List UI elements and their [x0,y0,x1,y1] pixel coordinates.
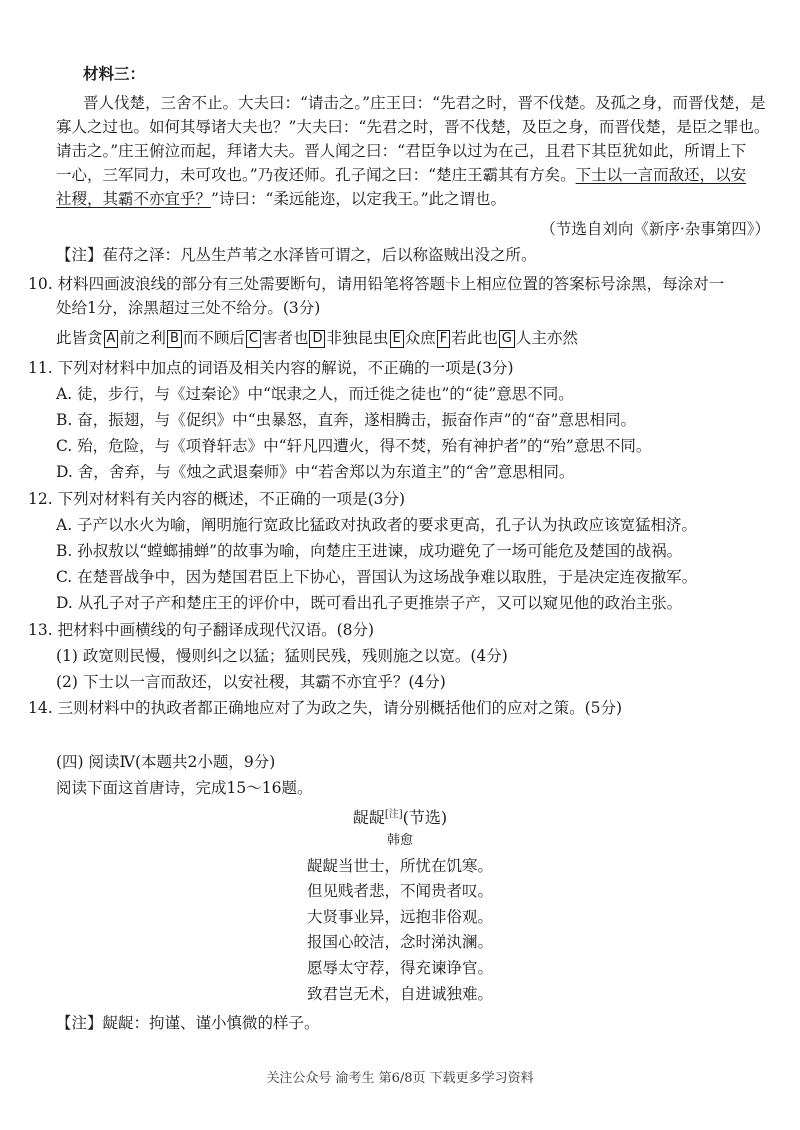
q10-segment: 众庶 [404,329,436,347]
q10-stem-line2: 处给1分，涂黑超过三处不给分。(3分) [56,299,321,317]
poem-line: 大贤事业异，远抱非俗观。 [306,908,493,926]
q12-option-d: D. 从孔子对子产和楚庄王的评价中，既可看出孔子更推崇子产，又可以窥见他的政治主张。 [56,594,683,612]
poem-line: 报国心皎洁，念时涕汍澜。 [306,933,493,951]
q10-segment: 人主亦然 [515,329,578,347]
poem-line: 致君岂无术，自进诚独难。 [306,985,493,1003]
poem-note: 【注】龊龊：拘谨、谨小慎微的样子。 [56,1014,320,1032]
q10-stem-line1: 10. 材料四画波浪线的部分有三处需要断句，请用铅笔将答题卡上相应位置的答案标号涂黑，每涂对一 [28,275,725,293]
section4-heading: (四) 阅读Ⅳ(本题共2小题，9分) [56,753,276,771]
poem-title-text: 龊龊 [352,808,385,827]
poem-author: 韩愈 [386,833,413,848]
q13-stem: 13. 把材料中画横线的句子翻译成现代汉语。(8分) [28,621,375,639]
underlined-sentence-part1: 下士以一言而敌还，以安 [575,166,747,184]
q10-segment: 此皆贪 [56,329,103,347]
poem-line: 但见贱者悲，不闻贵者叹。 [306,882,493,900]
material3-source: （节选自刘向《新序·杂事第四》） [540,220,770,238]
answer-box-e[interactable]: E [390,330,404,348]
poem-line: 愿辱太守荐，得充谏诤官。 [306,959,493,977]
q12-stem: 12. 下列对材料有关内容的概述，不正确的一项是(3分) [28,490,406,508]
material3-heading: 材料三： [83,64,146,83]
answer-box-g[interactable]: G [499,330,515,348]
answer-box-c[interactable]: C [246,330,261,348]
q12-option-b: B. 孙叔敖以“螳螂捕蝉”的故事为喻，向楚庄王进谏，成功避免了一场可能危及楚国的战祸。 [56,542,683,560]
answer-box-b[interactable]: B [167,330,182,348]
answer-box-a[interactable]: A [104,330,119,348]
material3-paragraph-line4 [56,164,746,186]
q11-stem: 11. 下列对材料中加点的词语及相关内容的解说，不正确的一项是(3分) [28,359,514,377]
material3-paragraph-line5 [56,188,506,210]
poem-title [0,804,800,829]
q11-option-b: B. 奋，振翅，与《促织》中“虫暴怒，直奔，遂相腾击，振奋作声”的“奋”意思相同。 [56,411,636,429]
answer-box-d[interactable]: D [309,330,325,348]
q13-sentence-2: (2) 下士以一言而敌还，以安社稷，其霸不亦宜乎？(4分) [56,673,446,691]
material3-paragraph-line1: 晋人伐楚，三舍不止。大夫曰：“请击之。”庄王曰：“先君之时，晋不伐楚。及孤之身，而晋伐楚，是 [83,94,766,112]
material3-text: 一心，三军同力，未可攻也。”乃夜还师。孔子闻之曰：“楚庄王霸其有方矣。 [56,166,576,184]
poem-title-suffix: (节选) [402,808,448,827]
answer-box-f[interactable]: F [437,330,450,348]
q11-option-c: C. 殆，危险，与《项脊轩志》中“轩凡四遭火，得不焚，殆有神护者”的“殆”意思不同。 [56,437,652,455]
material3-paragraph-line3: 请击之。”庄王俯泣而起，拜诸大夫。晋人闻之曰：“君臣争以过为在己，且君下其臣犹如此，所谓上下 [56,142,747,160]
material3-text-end: ”诗曰：“柔远能迩，以定我王。”此之谓也。 [211,190,507,208]
q10-segmented-sentence [56,327,578,349]
q10-segment: 害者也 [261,329,309,347]
q10-segment: 若此也 [451,329,498,347]
q12-option-c: C. 在楚晋战争中，因为楚国君臣上下协心，晋国认为这场战争难以取胜，于是决定连夜撤军。 [56,568,698,586]
q13-sentence-1: (1) 政宽则民慢，慢则纠之以猛；猛则民残，残则施之以宽。(4分) [56,647,508,665]
section4-instruction: 阅读下面这首唐诗，完成15～16题。 [56,779,313,797]
q14-stem: 14. 三则材料中的执政者都正确地应对了为政之失，请分别概括他们的应对之策。(5分) [28,699,623,717]
q11-option-d: D. 舍，舍弃，与《烛之武退秦师》中“若舍郑以为东道主”的“舍”意思相同。 [56,463,575,481]
q10-segment: 前之利 [119,329,166,347]
material3-paragraph-line2: 寡人之过也。如何其辱诸大夫也？”大夫曰：“先君之时，晋不伐楚，及臣之身，而晋伐楚，是臣之罪也。 [56,118,770,136]
q12-option-a: A. 子产以水火为喻，阐明施行宽政比猛政对执政者的要求更高，孔子认为执政应该宽猛相济。 [56,516,698,534]
q11-option-a: A. 徒，步行，与《过秦论》中“氓隶之人，而迁徙之徒也”的“徒”意思不同。 [56,385,574,403]
material3-note: 【注】萑苻之泽：凡丛生芦苇之水泽皆可谓之，后以称盗贼出没之所。 [56,246,537,264]
q10-segment: 非独昆虫 [326,329,389,347]
page-footer: 关注公众号 渝考生 第6/8页 下载更多学习资料 [266,1071,534,1086]
q10-segment: 而不顾后 [182,329,245,347]
underlined-sentence-part2: 社稷，其霸不亦宜乎？ [56,190,212,208]
poem-line: 龊龊当世士，所忧在饥寒。 [306,857,493,875]
poem-title-note-mark: [注] [384,809,403,820]
